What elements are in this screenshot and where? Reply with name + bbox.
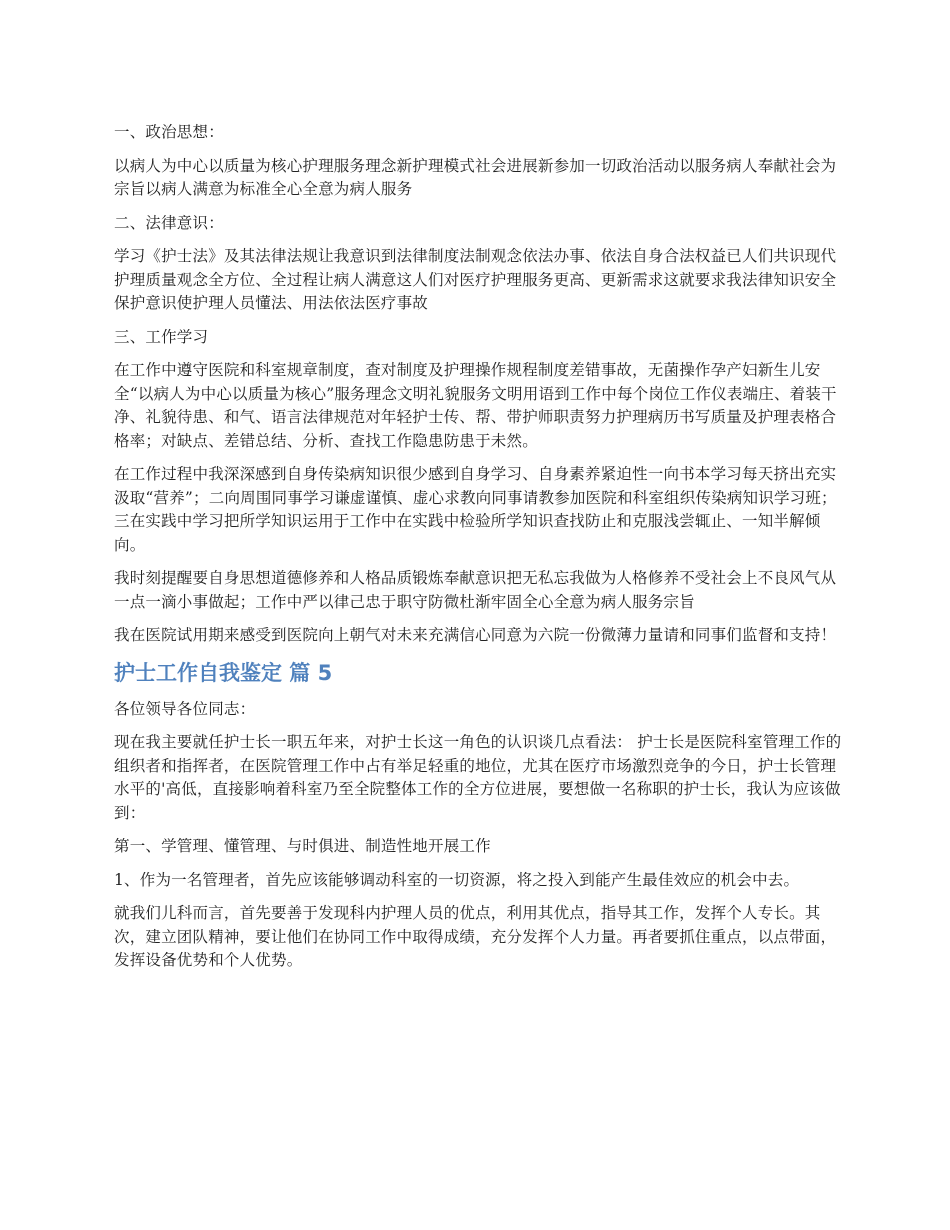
document-page <box>114 121 844 983</box>
paragraph-law: 学习《护士法》及其法律法规让我意识到法律制度法制观念依法办事、依法自身合法权益已人们共识现代护理质量观念全方位、全过程让病人满意这人们对医疗护理服务更高、更新需求这就要求我法律知识安全保护意识使护理人员懂法、用法依法医疗事故 <box>114 247 837 312</box>
paragraph-politics: 以病人为中心以质量为核心护理服务理念新护理模式社会进展新参加一切政治活动以服务病人奉献社会为宗旨以病人满意为标准全心全意为病人服务 <box>114 156 837 198</box>
greeting: 各位领导各位同志： <box>114 699 256 718</box>
section-title-politics: 一、政治思想： <box>114 123 224 141</box>
paragraph-work-rules: 在工作中遵守医院和科室规章制度，查对制度及护理操作规程制度差错事故，无菌操作孕产妇新生儿安全“以病人为中心以质量为核心”服务理念文明礼貌服务文明用语到工作中每个岗位工作仪表端庄、着装干净、礼貌待患、和气、语言法律规范对年轻护士传、帮、带护师职责努力护理病历书写质量及护理表格合格率；对缺点、差错总结、分析、查找工作隐患防患于未然。 <box>114 361 837 450</box>
paragraph-head-nurse-intro: 现在我主要就任护士长一职五年来，对护士长这一角色的认识谈几点看法： 护士长是医院科室管理工作的组织者和指挥者，在医院管理工作中占有举足轻重的地位，尤其在医疗市场激烈竞争的今日，护士长管理水平的'高低，直接影响着科室乃至全院整体工作的全方位进展，要想做一名称职的护士长，我认为应该做到： <box>114 733 842 822</box>
section-title-management: 第一、学管理、懂管理、与时俱进、制造性地开展工作 <box>114 837 491 855</box>
section-title-work-study: 三、工作学习 <box>114 327 209 346</box>
paragraph-pediatrics: 就我们儿科而言，首先要善于发现科内护理人员的优点，利用其优点，指导其工作，发挥个人专长。其次，建立团队精神，要让他们在协同工作中取得成绩，充分发挥个人力量。再者要抓住重点，以点带面，发挥设备优势和个人优势。 <box>114 904 837 969</box>
article-heading: 护士工作自我鉴定 篇 5 <box>114 660 333 685</box>
section-title-law: 二、法律意识： <box>114 213 224 232</box>
paragraph-ethics: 我时刻提醒要自身思想道德修养和人格品质锻炼奉献意识把无私忘我做为人格修养不受社会上不良风气从一点一滴小事做起；工作中严以律己忠于职守防微杜渐牢固全心全意为病人服务宗旨 <box>114 569 837 611</box>
paragraph-closing: 我在医院试用期来感受到医院向上朝气对未来充满信心同意为六院一份微薄力量请和同事们监督和支持！ <box>114 626 837 644</box>
paragraph-learning: 在工作过程中我深深感到自身传染病知识很少感到自身学习、自身素养紧迫性一向书本学习每天挤出充实汲取“营养”；二向周围同事学习谦虚谨慎、虚心求教向同事请教参加医院和科室组织传染病知识学习班；三在实践中学习把所学知识运用于工作中在实践中检验所学知识查找防止和克服浅尝辄止、一知半解倾向。 <box>114 465 837 554</box>
paragraph-point-1: 1、作为一名管理者，首先应该能够调动科室的一切资源，将之投入到能产生最佳效应的机会中去。 <box>114 870 800 889</box>
